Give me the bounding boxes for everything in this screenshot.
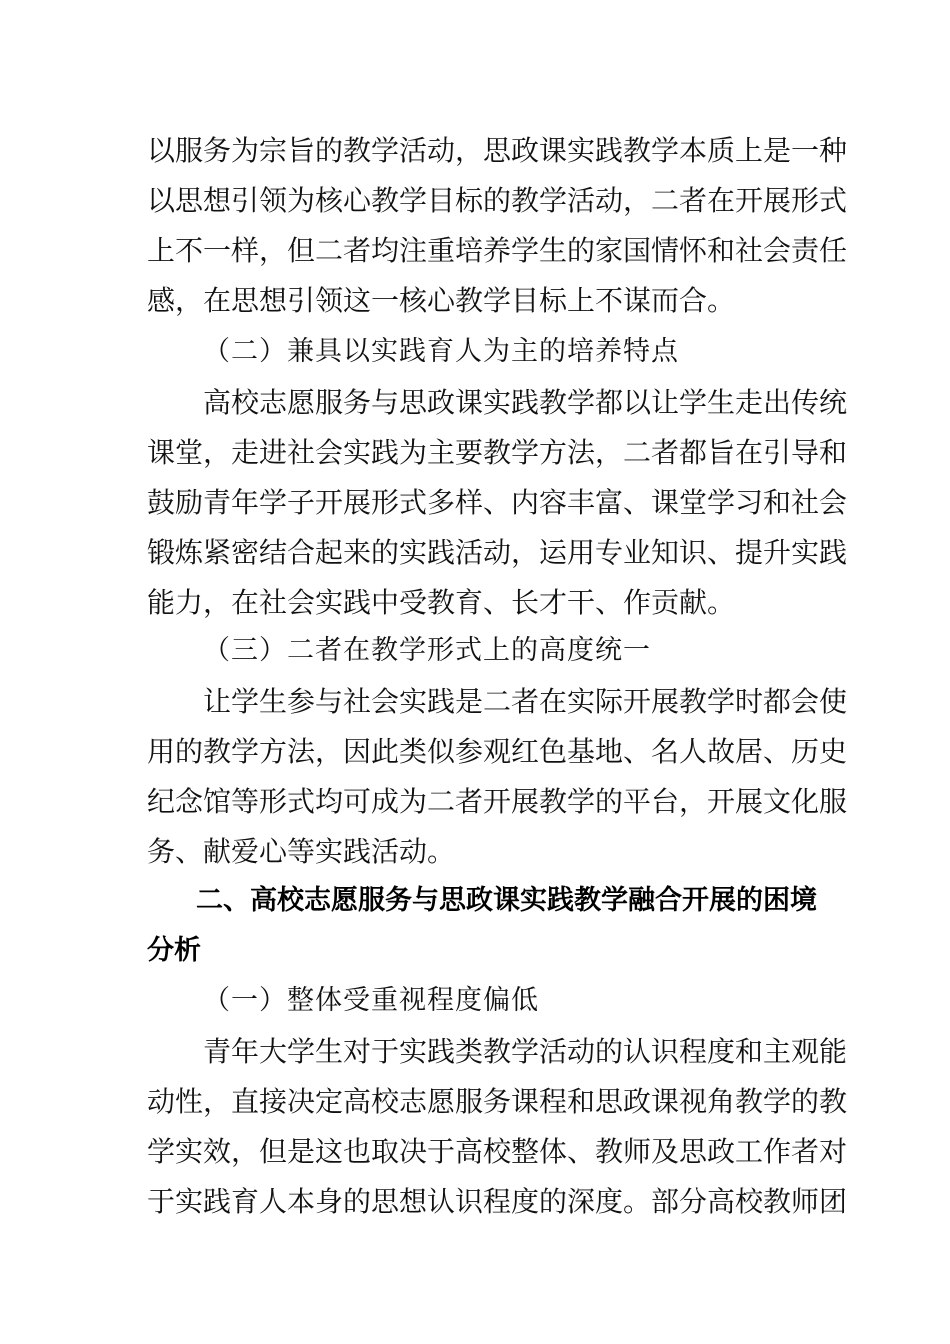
paragraph-line: 高校志愿服务与思政课实践教学都以让学生走出传统	[203, 386, 848, 419]
section-heading-continued: 分析	[147, 935, 201, 966]
paragraph-line: 学实效，但是这也取决于高校整体、教师及思政工作者对	[147, 1135, 848, 1168]
paragraph-line: 鼓励青年学子开展形式多样、内容丰富、课堂学习和社会	[147, 486, 848, 519]
paragraph-line: 用的教学方法，因此类似参观红色基地、名人故居、历史	[147, 735, 848, 768]
paragraph-line: 务、献爱心等实践活动。	[147, 835, 456, 868]
subsection-heading: （一）整体受重视程度偏低	[203, 985, 539, 1016]
paragraph-line: 以思想引领为核心教学目标的教学活动，二者在开展形式	[147, 184, 848, 217]
paragraph-line: 以服务为宗旨的教学活动，思政课实践教学本质上是一种	[147, 134, 848, 167]
section-heading: 二、高校志愿服务与思政课实践教学融合开展的困境	[196, 885, 817, 916]
subsection-heading: （三）二者在教学形式上的高度统一	[203, 635, 651, 666]
paragraph-line: 课堂，走进社会实践为主要教学方法，二者都旨在引导和	[147, 436, 848, 469]
paragraph-line: 于实践育人本身的思想认识程度的深度。部分高校教师团	[147, 1185, 848, 1218]
paragraph-line: 能力，在社会实践中受教育、长才干、作贡献。	[147, 586, 736, 619]
paragraph-line: 让学生参与社会实践是二者在实际开展教学时都会使	[203, 685, 848, 718]
subsection-heading: （二）兼具以实践育人为主的培养特点	[203, 336, 679, 367]
paragraph-line: 感，在思想引领这一核心教学目标上不谋而合。	[147, 284, 736, 317]
paragraph-line: 青年大学生对于实践类教学活动的认识程度和主观能	[203, 1035, 848, 1068]
paragraph-line: 动性，直接决定高校志愿服务课程和思政课视角教学的教	[147, 1085, 848, 1118]
paragraph-line: 上不一样，但二者均注重培养学生的家国情怀和社会责任	[147, 234, 848, 267]
paragraph-line: 锻炼紧密结合起来的实践活动，运用专业知识、提升实践	[147, 536, 848, 569]
paragraph-line: 纪念馆等形式均可成为二者开展教学的平台，开展文化服	[147, 785, 848, 818]
